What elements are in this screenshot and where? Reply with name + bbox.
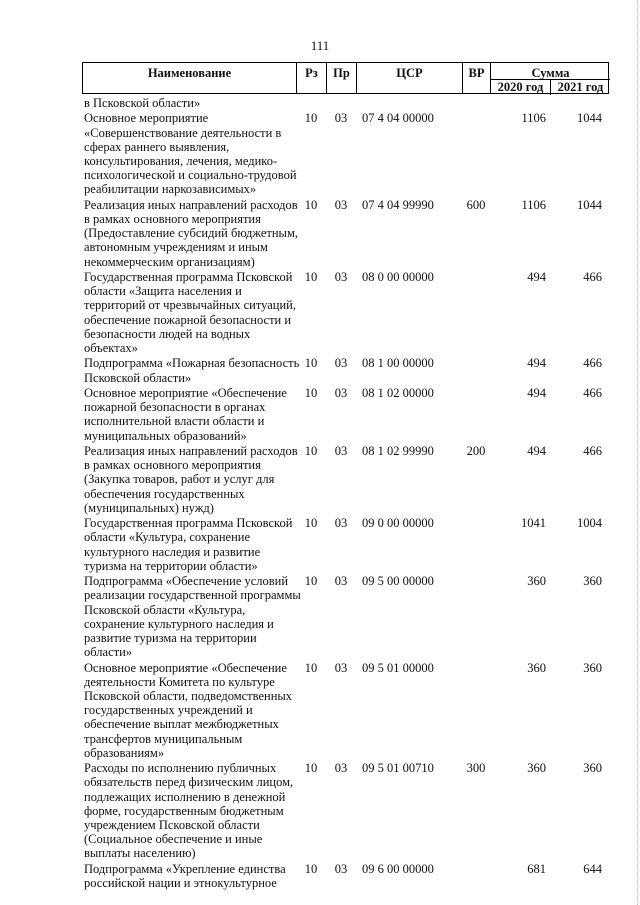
row-name-line: области «Защита населения и xyxy=(84,284,242,299)
row-sum-2020: 681 xyxy=(527,861,546,876)
row-sum-2021: 360 xyxy=(583,660,602,675)
row-name-line: выплаты населению) xyxy=(84,846,196,861)
row-name-line: сферах раннего выявления, xyxy=(84,139,230,154)
row-sum-2020: 494 xyxy=(527,356,546,371)
header-name: Наименование xyxy=(147,66,232,80)
row-name-line: Основное мероприятие «Обеспечение xyxy=(84,660,287,675)
row-sum-2021: 466 xyxy=(583,386,602,400)
page-number: 111 xyxy=(310,38,330,53)
row-name-line: Реализация иных направлений расходов xyxy=(84,197,298,212)
row-name-line: реализации государственной программы xyxy=(84,588,301,603)
row-name-line: (муниципальных) нужд) xyxy=(84,500,214,515)
row-pr: 03 xyxy=(334,270,348,284)
row-rz: 10 xyxy=(304,356,318,371)
row-pr: 03 xyxy=(334,861,348,876)
row-pr: 03 xyxy=(334,516,348,531)
row-csr: 09 5 01 00000 xyxy=(362,660,434,675)
row-vr: 600 xyxy=(466,197,486,212)
row-name-line: (Предоставление субсидий бюджетным, xyxy=(84,226,298,241)
row-name-line: некоммерческим организациям) xyxy=(84,254,255,269)
row-name xyxy=(84,516,294,573)
row-sum-2021: 466 xyxy=(583,270,602,284)
row-name-line: в рамках основного мероприятия xyxy=(84,458,261,473)
row-csr: 09 5 01 00710 xyxy=(362,761,434,776)
row-pr: 03 xyxy=(334,761,348,776)
row-name-line: форме, государственным бюджетным xyxy=(84,803,284,818)
row-name-line: Подпрограмма «Пожарная безопасность xyxy=(84,356,300,371)
row-sum-2020: 360 xyxy=(527,660,546,675)
row-name-line: в рамках основного мероприятия xyxy=(84,212,261,226)
row-vr: 300 xyxy=(466,761,486,776)
header-name-cell xyxy=(83,63,297,93)
row-vr: 200 xyxy=(466,444,486,458)
row-sum-2021: 1044 xyxy=(577,111,602,126)
page-edge-divider xyxy=(636,0,638,905)
row-rz: 10 xyxy=(304,197,318,212)
row-name-line: российской нации и этнокультурное xyxy=(84,876,277,890)
row-pr: 03 xyxy=(334,356,348,371)
row-name-line: обязательств перед физическим лицом, xyxy=(84,775,294,790)
row-name-line: обеспечение выплат межбюджетных xyxy=(84,717,279,732)
row-name-line: Подпрограмма «Обеспечение условий xyxy=(84,574,289,589)
row-name-line: сохранение культурного наследия и xyxy=(84,616,274,631)
header-pr-cell xyxy=(327,63,357,93)
row-name-line: области» xyxy=(84,645,133,660)
row-name-line: Государственная программа Псковской xyxy=(84,270,293,284)
row-name-line: государственных учреждений и xyxy=(84,703,253,718)
row-name-line: развитие туризма на территории xyxy=(84,631,257,645)
row-name-line: области «Культура, сохранение xyxy=(84,530,251,545)
row-name-line: Основное мероприятие xyxy=(84,111,209,126)
row-sum-2021: 466 xyxy=(583,444,602,458)
row-rz: 10 xyxy=(304,861,318,876)
row-name-line: реабилитации наркозависимых» xyxy=(84,182,257,197)
row-name xyxy=(84,862,294,890)
row-sum-2021: 644 xyxy=(583,861,602,876)
row-rz: 10 xyxy=(304,270,318,284)
row-name-line: Подпрограмма «Укрепление единства xyxy=(84,861,286,876)
row-rz: 10 xyxy=(304,761,318,776)
header-sum: Сумма xyxy=(531,66,570,80)
row-sum-2021: 360 xyxy=(583,574,602,589)
row-rz: 10 xyxy=(304,386,318,400)
header-sum-cell xyxy=(491,63,610,93)
row-rz: 10 xyxy=(304,574,318,589)
row-pr: 03 xyxy=(334,386,348,400)
row-name-line: консультирования, лечения, медико- xyxy=(84,154,278,168)
row-name-line: Государственная программа Псковской xyxy=(84,516,293,531)
row-csr: 08 1 02 00000 xyxy=(362,386,434,400)
header-rz: Рз xyxy=(305,66,318,80)
row-name xyxy=(84,96,294,110)
row-name-line: «Совершенствование деятельности в xyxy=(84,125,282,140)
row-name-line: Расходы по исполнению публичных xyxy=(84,761,277,776)
header-rz-cell xyxy=(297,63,327,93)
row-pr: 03 xyxy=(334,660,348,675)
row-name-line: автономным учреждениям и иным xyxy=(84,240,268,255)
row-sum-2020: 494 xyxy=(527,270,546,284)
row-rz: 10 xyxy=(304,660,318,675)
row-name-line: обеспечения государственных xyxy=(84,486,245,501)
row-sum-2021: 360 xyxy=(583,761,602,776)
row-sum-2020: 494 xyxy=(527,386,546,400)
row-name-line: обеспечение пожарной безопасности и xyxy=(84,312,292,327)
row-name xyxy=(84,761,294,860)
row-name xyxy=(84,356,300,385)
header-pr: Пр xyxy=(333,66,350,80)
row-pr: 03 xyxy=(334,574,348,589)
row-name-line: психологической и социально-трудовой xyxy=(84,168,297,183)
row-sum-2020: 1106 xyxy=(521,111,546,126)
row-sum-2021: 1044 xyxy=(577,197,602,212)
row-csr: 09 5 00 00000 xyxy=(362,574,434,589)
row-csr: 09 0 00 00000 xyxy=(362,516,434,531)
row-name-line: (Социальное обеспечение и иные xyxy=(84,832,263,847)
header-year-2021: 2021 год xyxy=(557,80,604,94)
row-name-line: муниципальных образований» xyxy=(84,428,247,443)
row-name xyxy=(84,197,298,269)
row-name-line: туризма на территории области» xyxy=(84,558,258,573)
row-name-line: учреждением Псковской области xyxy=(84,818,260,832)
row-pr: 03 xyxy=(334,111,348,126)
row-name-line: Псковской области, подведомственных xyxy=(84,689,293,703)
row-name-line: Псковской области» xyxy=(84,370,192,385)
row-name-line: культурного наследия и развитие xyxy=(84,544,261,559)
row-name-line: Основное мероприятие «Обеспечение xyxy=(84,386,287,400)
header-vr: ВР xyxy=(468,66,485,80)
row-csr: 09 6 00 00000 xyxy=(362,861,434,876)
table-header xyxy=(82,62,609,94)
header-year-2020: 2020 год xyxy=(491,80,551,95)
row-sum-2020: 1041 xyxy=(521,516,546,531)
row-csr: 08 1 00 00000 xyxy=(362,356,434,371)
row-name-line: подлежащих исполнению в денежной xyxy=(84,789,286,804)
row-csr: 08 0 00 00000 xyxy=(362,270,434,284)
header-vr-cell xyxy=(463,63,491,93)
row-name xyxy=(84,444,298,515)
row-rz: 10 xyxy=(304,111,318,126)
row-pr: 03 xyxy=(334,444,348,458)
row-sum-2020: 494 xyxy=(527,444,546,458)
row-name xyxy=(84,574,301,660)
row-rz: 10 xyxy=(304,516,318,531)
row-name-line: в Псковской области» xyxy=(84,96,201,110)
header-csr-cell xyxy=(357,63,463,93)
row-csr: 08 1 02 99990 xyxy=(362,444,434,458)
row-name-line: объектах» xyxy=(84,341,138,356)
row-name-line: деятельности Комитета по культуре xyxy=(84,674,275,689)
row-sum-2021: 1004 xyxy=(577,516,602,531)
row-name xyxy=(84,270,294,355)
row-csr: 07 4 04 00000 xyxy=(362,111,434,126)
row-name-line: исполнительной власти области и xyxy=(84,414,265,429)
row-name-line: Псковской области «Культура, xyxy=(84,602,246,617)
row-name-line: территорий от чрезвычайных ситуаций, xyxy=(84,298,296,313)
row-sum-2020: 360 xyxy=(527,761,546,776)
row-name-line: безопасности людей на водных xyxy=(84,326,251,341)
row-sum-2020: 360 xyxy=(527,574,546,589)
row-name-line: Реализация иных направлений расходов xyxy=(84,444,298,458)
row-sum-2021: 466 xyxy=(583,356,602,371)
row-name xyxy=(84,386,294,443)
row-name-line: трансфертов муниципальным xyxy=(84,731,243,746)
row-name-line: (Закупка товаров, работ и услуг для xyxy=(84,472,275,487)
row-name xyxy=(84,111,297,197)
row-name xyxy=(84,661,294,760)
row-csr: 07 4 04 99990 xyxy=(362,197,434,212)
row-sum-2020: 1106 xyxy=(521,197,546,212)
row-pr: 03 xyxy=(334,197,348,212)
row-rz: 10 xyxy=(304,444,318,458)
row-name-line: образованиям» xyxy=(84,745,165,760)
row-name-line: пожарной безопасности в органах xyxy=(84,400,266,415)
header-csr: ЦСР xyxy=(396,66,423,80)
